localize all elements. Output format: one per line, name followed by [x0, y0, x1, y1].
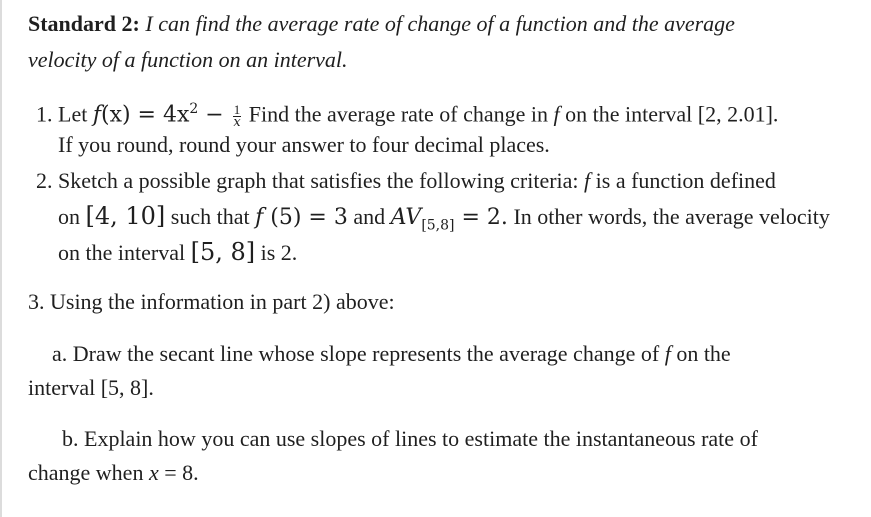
item-2-line3: on the interval [5, 8] is 2.	[58, 238, 298, 266]
part-3-heading: 3. Using the information in part 2) above:	[28, 289, 395, 314]
item-1-number: 1.	[36, 101, 53, 127]
item-1-line2: If you round, round your answer to four decimal places.	[58, 132, 550, 157]
part-3b-line2: change when x = 8.	[28, 460, 199, 485]
part-3a-line1: a. Draw the secant line whose slope represents the average change of f on the	[52, 341, 731, 366]
part-3b-line1: b. Explain how you can use slopes of lines to estimate the instantaneous rate of	[62, 426, 758, 451]
item-2-line2: on [4, 10] such that f (5) = 3 and $AV_{[5,8]} = 2$. In other words, the average velocity	[58, 202, 830, 234]
item-2-number: 2.	[36, 168, 53, 193]
item-1-math: (x) = 4x	[100, 102, 190, 128]
standard-label: Standard 2	[28, 11, 133, 36]
standard-text-line2: velocity of a function on an interval.	[28, 47, 348, 72]
standard-text-line1: I can find the average rate of change of a function and the average	[139, 11, 735, 36]
item-2-line1: 2. Sketch a possible graph that satisfies the following criteria: f is a function defined	[36, 168, 776, 193]
item-1-fraction: $\frac{1}{x}$	[233, 101, 241, 130]
item-1-line1: 1. Let $f(x) = 4x^2$ − $\frac{1}{x}$ Find the average rate of change in f on the interval [2, 2.01].	[36, 101, 779, 130]
part-3a-line2: interval [5, 8].	[28, 375, 154, 400]
standard-heading: Standard 2: I can find the average rate of change of a function and the average	[28, 11, 735, 36]
page-left-border	[0, 0, 2, 517]
